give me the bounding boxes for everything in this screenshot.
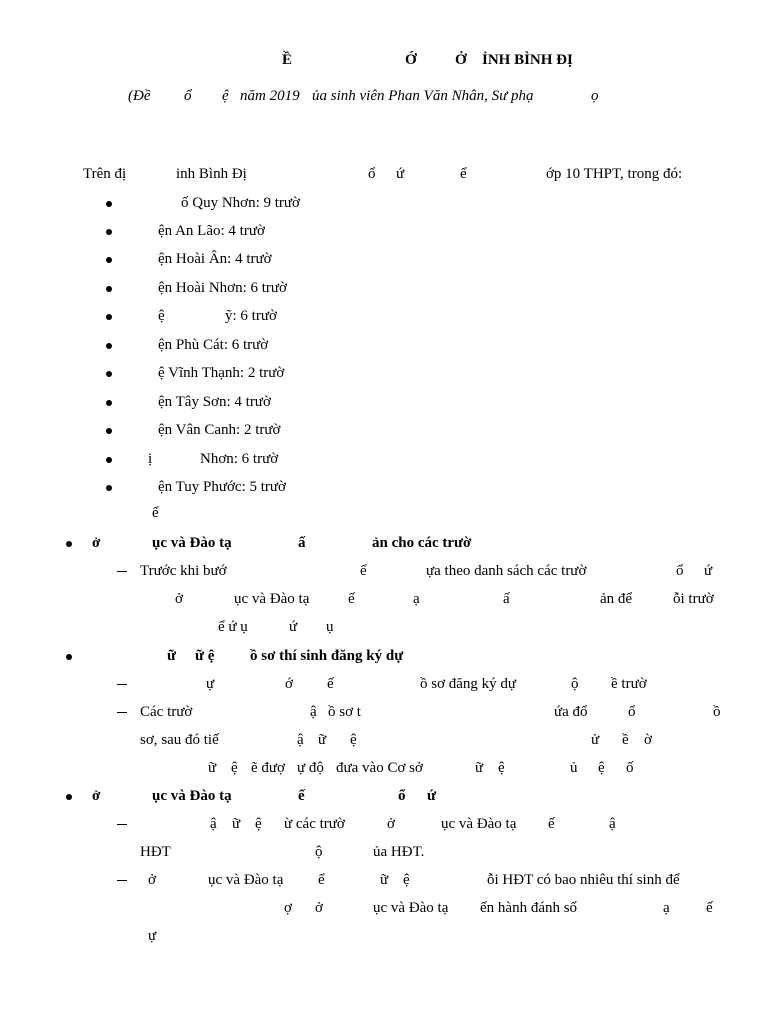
section-heading: ản cho các trườ: [372, 535, 472, 551]
bullet-dot: [106, 400, 112, 406]
section-item-text: ớ: [285, 676, 293, 692]
page-title: ỈNH BÌNH ĐỊ: [482, 52, 573, 68]
section-item-text: ừ các trườ: [284, 816, 345, 832]
bullet-dot: [106, 428, 112, 434]
section-item-text: ồ: [713, 704, 721, 720]
page-subtitle: ổ: [184, 88, 192, 104]
section-item-text: ủa HĐT.: [373, 844, 425, 860]
section-item-text: ộ: [315, 844, 323, 860]
intro-text: ể: [460, 166, 467, 182]
section-item-text: ệ: [255, 816, 262, 832]
section-heading: ữ: [167, 648, 177, 664]
page-subtitle: (Đề: [128, 88, 151, 104]
dash-bullet: [117, 684, 127, 685]
section-item-text: HĐT: [140, 844, 171, 860]
bullet-dot: [106, 314, 112, 320]
district-item-extra: Nhơn: 6 trườ: [200, 451, 279, 467]
section-item-text: ố: [626, 760, 634, 776]
dash-bullet: [117, 880, 127, 881]
section-item-text: ự độ: [297, 760, 324, 776]
district-item: ệ: [158, 308, 165, 324]
page-subtitle: ệ: [222, 88, 229, 104]
section-item-text: ục và Đào tạ: [373, 900, 449, 916]
section-item-text: Trước khi bướ: [140, 563, 227, 579]
intro-text: inh Bình Đị: [176, 166, 247, 182]
section-item-text: ề trườ: [611, 676, 647, 692]
section-item-text: ỗi trườ: [673, 591, 714, 607]
section-item-text: ữ: [232, 816, 241, 832]
section-item-text: ữ: [208, 760, 217, 776]
section-item-text: đưa vào Cơ sở: [336, 760, 423, 776]
district-item: ện Tây Sơn: 4 trườ: [158, 394, 271, 410]
section-item-text: ồ sơ t: [328, 704, 361, 720]
section-item-text: ế: [348, 591, 355, 607]
dash-bullet: [117, 571, 127, 572]
section-item-text: ở: [148, 872, 156, 888]
page-subtitle: ủa sinh viên Phan Văn Nhân, Sư phạ: [312, 88, 534, 104]
section-item-text: sơ, sau đó tiế: [140, 732, 219, 748]
section-item-text: ổ: [628, 704, 636, 720]
section-item-text: ấ: [503, 591, 510, 607]
section-item-text: ứ: [289, 619, 298, 635]
bullet-dot: [106, 286, 112, 292]
page-subtitle: ọ: [591, 88, 599, 104]
district-item: ện Phù Cát: 6 trườ: [158, 337, 269, 353]
section-bullet-dot: [66, 541, 72, 547]
section-item-text: ệ: [498, 760, 505, 776]
section-item-text: ổ: [676, 563, 684, 579]
bullet-dot: [106, 457, 112, 463]
district-item: ện An Lão: 4 trườ: [158, 223, 265, 239]
bullet-dot: [106, 229, 112, 235]
section-item-text: ục và Đào tạ: [441, 816, 517, 832]
section-item-text: ở: [315, 900, 323, 916]
section-heading: ữ ệ: [195, 648, 215, 664]
section-item-text: ử: [591, 732, 600, 748]
district-item: ệ Vĩnh Thạnh: 2 trườ: [158, 365, 285, 381]
section-item-text: ề: [622, 732, 629, 748]
section-item-text: ữ: [475, 760, 484, 776]
intro-text: ổ: [368, 166, 376, 182]
district-item: ố Quy Nhơn: 9 trườ: [181, 195, 300, 211]
section-item-text: ở: [175, 591, 183, 607]
section-item-text: ậ: [310, 704, 317, 720]
section-item-text: ệ: [350, 732, 357, 748]
section-item-text: ậ: [297, 732, 304, 748]
section-item-text: ợ: [284, 900, 292, 916]
section-bullet-dot: [66, 654, 72, 660]
section-item-text: ạ: [663, 900, 670, 916]
section-item-text: ể ứ ụ: [218, 619, 248, 635]
section-item-text: ứa đổ: [554, 704, 588, 720]
section-item-text: ứ: [704, 563, 713, 579]
intro-text: Trên đị: [83, 166, 127, 182]
section-item-text: ệ: [403, 872, 410, 888]
section-item-text: ữ: [380, 872, 389, 888]
section-heading: ở: [92, 535, 101, 551]
section-item-text: ỗi HĐT có bao nhiêu thí sinh để: [487, 872, 680, 888]
section-item-text: ế: [548, 816, 555, 832]
section-item-text: ể: [318, 872, 325, 888]
section-item-text: ản để: [600, 591, 633, 607]
district-item: ện Tuy Phước: 5 trườ: [158, 479, 286, 495]
section-item-text: ựa theo danh sách các trườ: [426, 563, 587, 579]
page-title: Ề: [282, 52, 293, 68]
bullet-dot: [106, 371, 112, 377]
section-item-text: ục và Đào tạ: [234, 591, 310, 607]
section-item-text: ế: [706, 900, 713, 916]
section-item-text: ủ: [570, 760, 578, 776]
section-heading: ở: [92, 788, 101, 804]
bullet-dot: [106, 201, 112, 207]
district-item: ị: [148, 451, 153, 467]
section-heading: ấ: [298, 535, 306, 551]
section-item-text: ậ: [210, 816, 217, 832]
section-item-text: ự: [206, 676, 215, 692]
section-heading: ục và Đào tạ: [152, 788, 232, 804]
section-item-text: ờ: [644, 732, 652, 748]
section-item-text: ể: [360, 563, 367, 579]
section-bullet-dot: [66, 794, 72, 800]
section-item-text: ồ sơ đăng ký dự: [420, 676, 517, 692]
section-heading: ục và Đào tạ: [152, 535, 232, 551]
section-item-text: ục và Đào tạ: [208, 872, 284, 888]
page-title: Ớ: [405, 52, 417, 68]
district-item: ện Vân Canh: 2 trườ: [158, 422, 281, 438]
section-item-text: ộ: [571, 676, 579, 692]
list-continuation: ể: [152, 505, 159, 521]
section-item-text: ở: [387, 816, 395, 832]
section-heading: ứ: [427, 788, 437, 804]
section-heading: ổ: [398, 788, 406, 804]
section-item-text: ến hành đánh số: [480, 900, 578, 916]
district-item: ện Hoài Nhơn: 6 trườ: [158, 280, 287, 296]
section-item-text: ẽ đượ: [251, 760, 285, 776]
intro-text: ớp 10 THPT, trong đó:: [546, 166, 683, 182]
bullet-dot: [106, 485, 112, 491]
dash-bullet: [117, 824, 127, 825]
intro-text: ứ: [396, 166, 405, 182]
district-item-extra: ỹ: 6 trườ: [225, 308, 277, 324]
section-heading: ế: [298, 788, 305, 804]
section-item-text: ạ: [413, 591, 420, 607]
page-title: Ở: [455, 52, 467, 68]
section-heading: ồ sơ thí sinh đăng ký dự: [250, 648, 404, 664]
bullet-dot: [106, 257, 112, 263]
section-item-text: ế: [327, 676, 334, 692]
section-item-text: ậ: [609, 816, 616, 832]
section-item-text: Các trườ: [140, 704, 193, 720]
bullet-dot: [106, 343, 112, 349]
district-item: ện Hoài Ân: 4 trườ: [158, 251, 272, 267]
dash-bullet: [117, 712, 127, 713]
section-item-text: ữ: [318, 732, 327, 748]
section-item-text: ệ: [231, 760, 238, 776]
page-subtitle: năm 2019: [240, 88, 300, 104]
section-item-text: ệ: [598, 760, 605, 776]
section-item-text: ự: [148, 928, 157, 944]
section-item-text: ụ: [326, 619, 334, 635]
